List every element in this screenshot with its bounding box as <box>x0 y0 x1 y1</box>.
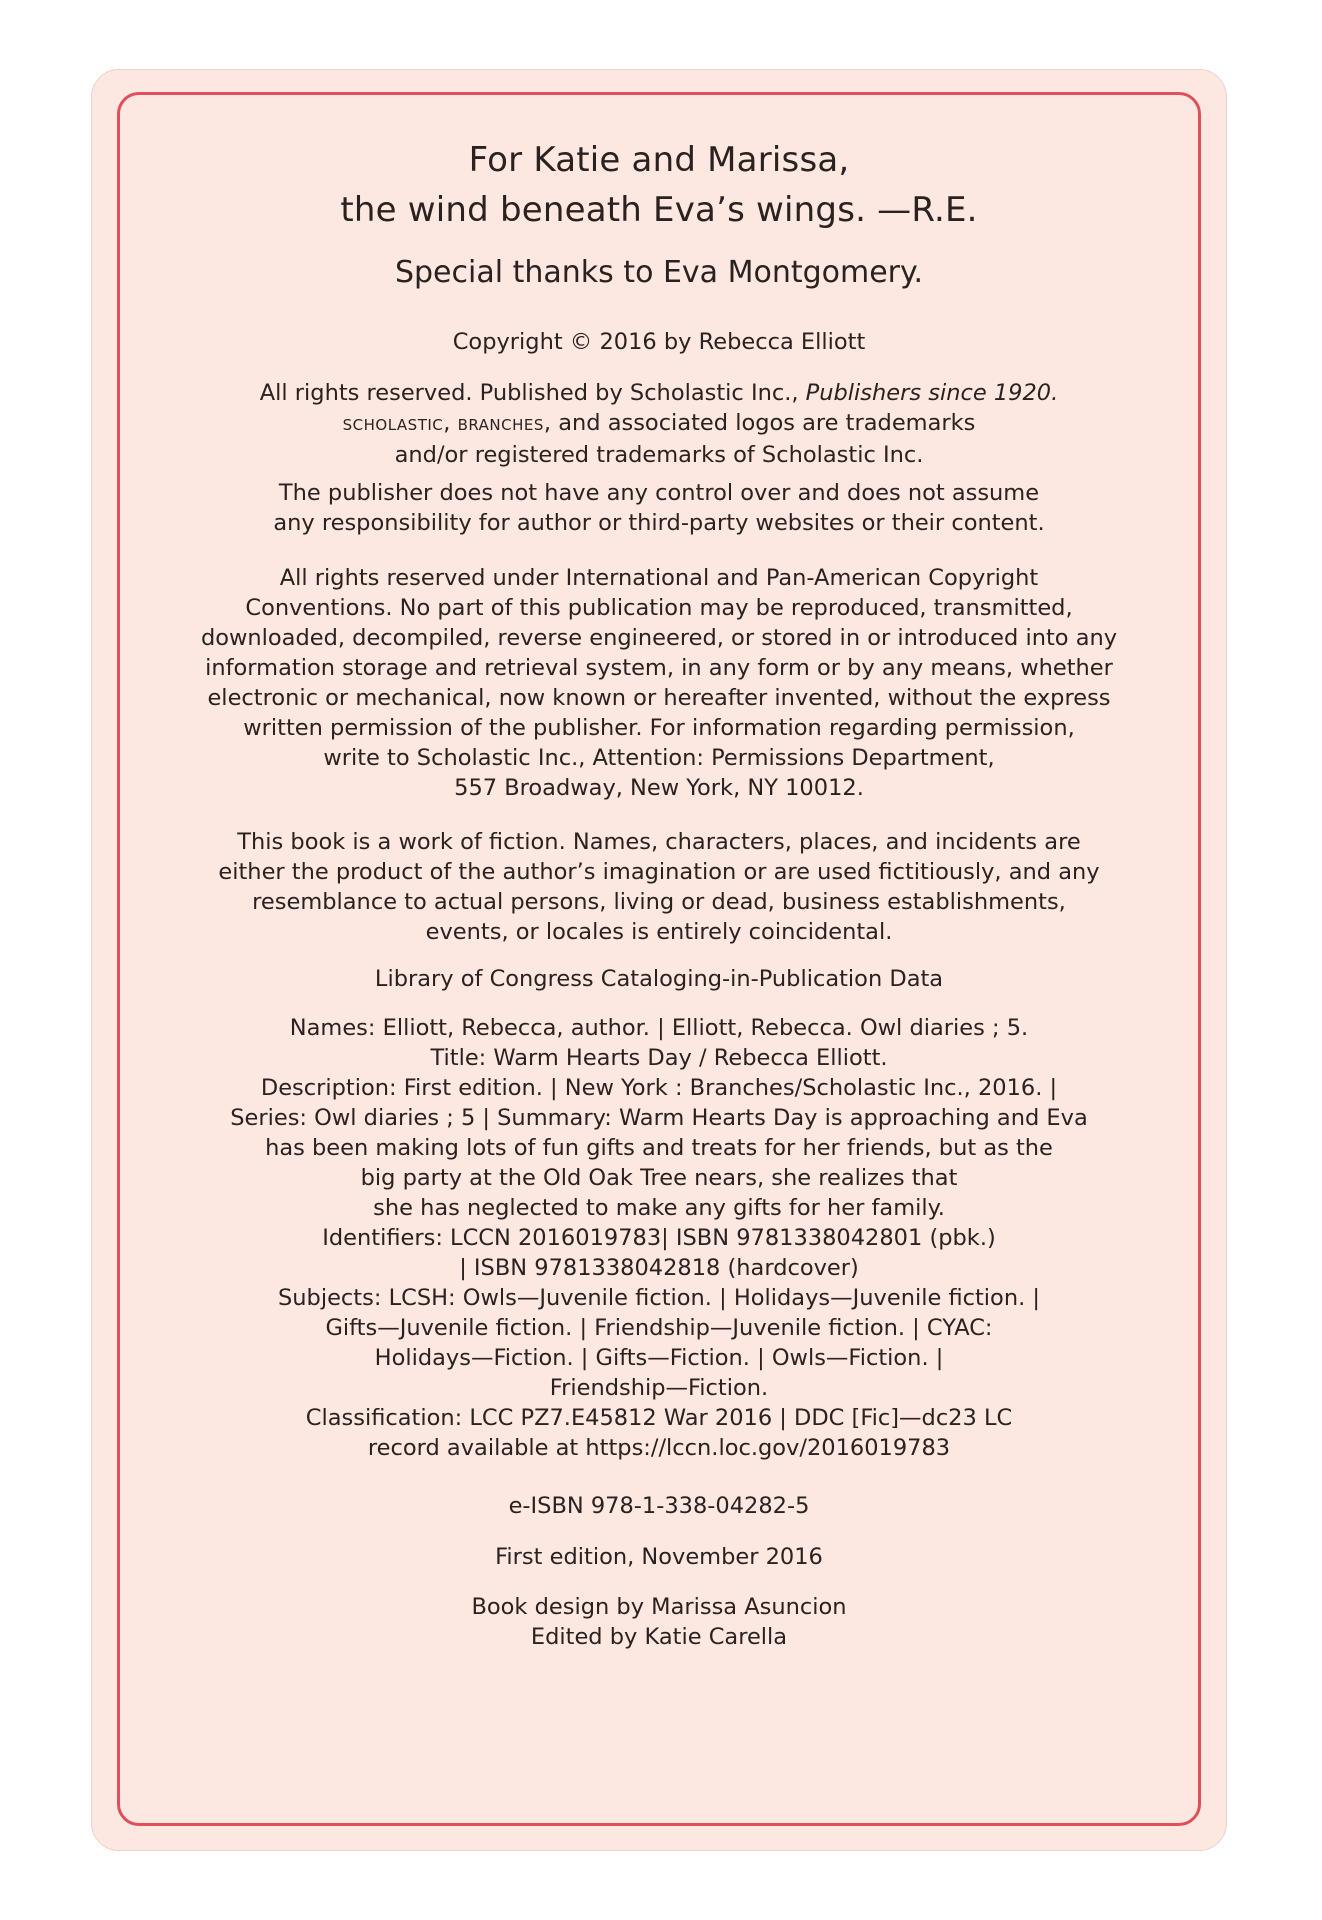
loc-heading-line: Library of Congress Cataloging-in-Publication Data <box>374 966 944 992</box>
edition-line: First edition, November 2016 <box>495 1544 823 1570</box>
publisher-note <box>120 478 1198 538</box>
cataloging-line: Title: Warm Hearts Day / Rebecca Elliott. <box>430 1045 888 1071</box>
page-border <box>117 92 1201 1826</box>
rights-text: , and associated logos are trademarks <box>543 410 976 436</box>
edition <box>120 1542 1198 1572</box>
fiction-line: events, or locales is entirely coincidental. <box>425 919 893 945</box>
cataloging-line: Friendship—Fiction. <box>549 1375 769 1401</box>
publisher-note-line: The publisher does not have any control over and does not assume <box>278 480 1040 506</box>
international-line: write to Scholastic Inc., Attention: Permissions Department, <box>323 745 995 771</box>
dedication-line: For Katie and Marissa, <box>468 140 850 180</box>
international-line: electronic or mechanical, now known or hereafter invented, without the express <box>207 685 1111 711</box>
cataloging-line: has been making lots of fun gifts and treats for her friends, but as the <box>265 1135 1053 1161</box>
cataloging-line: Holidays—Fiction. | Gifts—Fiction. | Owls—Fiction. | <box>374 1345 944 1371</box>
special-thanks: Special thanks to Eva Montgomery. <box>394 255 924 290</box>
cataloging-line: record available at https://lccn.loc.gov/2016019783 <box>367 1435 951 1461</box>
editor-credit: Edited by Katie Carella <box>530 1624 788 1650</box>
cataloging-line: | ISBN 9781338042818 (hardcover) <box>459 1255 859 1281</box>
trademark-branches: BRANCHES <box>457 416 544 434</box>
cataloging-line: Description: First edition. | New York : Branches/Scholastic Inc., 2016. | <box>260 1075 1058 1101</box>
fiction-disclaimer <box>120 827 1198 947</box>
international-line: written permission of the publisher. For information regarding permission, <box>243 715 1075 741</box>
cataloging-line: Identifiers: LCCN 2016019783| ISBN 9781338042801 (pbk.) <box>322 1225 996 1251</box>
international-line: All rights reserved under International and Pan-American Copyright <box>279 565 1039 591</box>
cataloging-line: Names: Elliott, Rebecca, author. | Elliott, Rebecca. Owl diaries ; 5. <box>289 1015 1029 1041</box>
dedication <box>120 135 1198 235</box>
copyright-notice <box>120 327 1198 357</box>
rights-paragraph <box>120 378 1198 470</box>
page-card <box>91 69 1227 1851</box>
rights-text: , <box>443 410 451 436</box>
international-line: 557 Broadway, New York, NY 10012. <box>454 775 864 801</box>
rights-line <box>120 378 1198 408</box>
publisher-note-line: any responsibility for author or third-party websites or their content. <box>273 510 1045 536</box>
rights-line <box>120 408 1198 440</box>
cataloging-data <box>120 1013 1198 1463</box>
cataloging-line: Subjects: LCSH: Owls—Juvenile fiction. | Holidays—Juvenile fiction. | <box>278 1285 1040 1311</box>
fiction-line: either the product of the author’s imagination or are used fictitiously, and any <box>218 859 1100 885</box>
cataloging-line: Classification: LCC PZ7.E45812 War 2016 | DDC [Fic]—dc23 LC <box>305 1405 1013 1431</box>
dedication-line: the wind beneath Eva’s wings. —R.E. <box>340 190 978 230</box>
international-rights <box>120 563 1198 803</box>
cataloging-line: big party at the Old Oak Tree nears, she realizes that <box>360 1165 958 1191</box>
eisbn-line: e-ISBN 978-1-338-04282-5 <box>508 1493 810 1519</box>
trademark-scholastic: SCHOLASTIC <box>342 416 444 434</box>
publisher-slogan: Publishers since 1920. <box>805 380 1059 406</box>
international-line: information storage and retrieval system, in any form or by any means, whether <box>205 655 1113 681</box>
rights-text: All rights reserved. Published by Scholastic Inc., <box>259 380 799 406</box>
eisbn <box>120 1491 1198 1521</box>
fiction-line: This book is a work of fiction. Names, characters, places, and incidents are <box>237 829 1081 855</box>
international-line: downloaded, decompiled, reverse engineered, or stored in or introduced into any <box>200 625 1118 651</box>
credits <box>120 1592 1198 1652</box>
fiction-line: resemblance to actual persons, living or dead, business establishments, <box>252 889 1066 915</box>
design-credit: Book design by Marissa Asuncion <box>471 1594 847 1620</box>
cataloging-line: Gifts—Juvenile fiction. | Friendship—Juvenile fiction. | CYAC: <box>325 1315 993 1341</box>
loc-heading <box>120 964 1198 994</box>
rights-line: and/or registered trademarks of Scholastic Inc. <box>394 442 924 468</box>
copyright-line: Copyright © 2016 by Rebecca Elliott <box>452 329 866 355</box>
cataloging-line: Series: Owl diaries ; 5 | Summary: Warm Hearts Day is approaching and Eva <box>230 1105 1088 1131</box>
international-line: Conventions. No part of this publication may be reproduced, transmitted, <box>245 595 1073 621</box>
cataloging-line: she has neglected to make any gifts for her family. <box>373 1195 945 1221</box>
